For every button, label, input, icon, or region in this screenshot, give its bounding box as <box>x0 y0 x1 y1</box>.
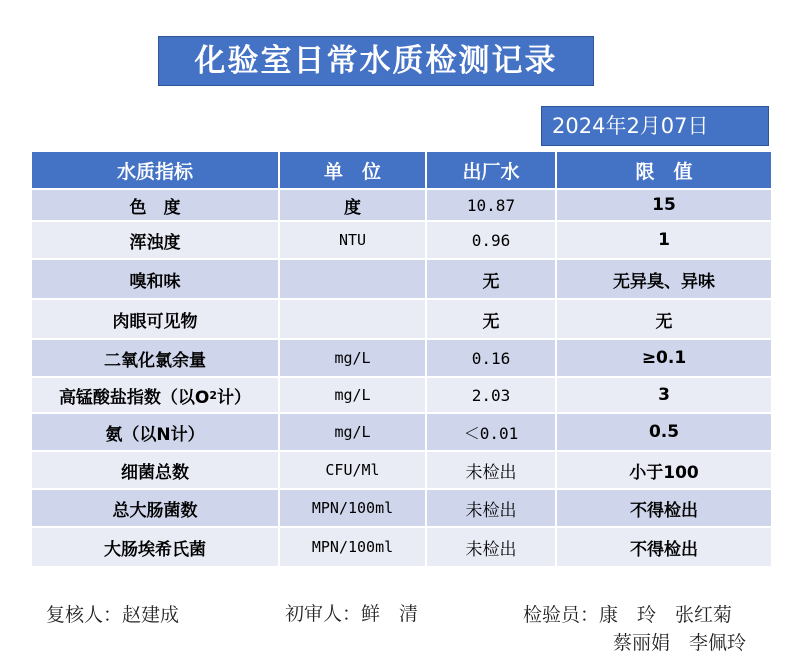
unit-cell: CFU/Ml <box>280 452 427 490</box>
value-cell: 0.96 <box>427 222 557 260</box>
limit-cell: 15 <box>557 190 771 222</box>
indicator-cell: 大肠埃希氏菌 <box>32 528 280 568</box>
value-cell: 0.16 <box>427 340 557 378</box>
limit-cell: ≥0.1 <box>557 340 771 378</box>
header-outlet-water: 出厂水 <box>427 152 557 190</box>
value-cell: 未检出 <box>427 452 557 490</box>
table-row <box>32 260 771 300</box>
page-title: 化验室日常水质检测记录 <box>158 36 594 86</box>
water-quality-table <box>32 152 771 568</box>
header-unit: 单 位 <box>280 152 427 190</box>
indicator-cell: 细菌总数 <box>32 452 280 490</box>
limit-cell: 不得检出 <box>557 490 771 528</box>
indicator-cell: 二氧化氯余量 <box>32 340 280 378</box>
value-cell: 无 <box>427 260 557 300</box>
limit-cell: 无异臭、异味 <box>557 260 771 300</box>
indicator-cell: 嗅和味 <box>32 260 280 300</box>
value-cell: 2.03 <box>427 378 557 414</box>
first-reviewer-signature: 初审人：鲜 清 <box>285 603 419 625</box>
unit-cell: mg/L <box>280 414 427 452</box>
unit-cell: NTU <box>280 222 427 260</box>
value-cell: 未检出 <box>427 528 557 568</box>
table-row <box>32 190 771 222</box>
unit-cell <box>280 300 427 340</box>
indicator-subscript: 2 <box>209 388 218 402</box>
table-row <box>32 414 771 452</box>
limit-cell: 0.5 <box>557 414 771 452</box>
indicator-cell: 浑浊度 <box>32 222 280 260</box>
indicator-cell <box>32 378 280 414</box>
limit-cell: 不得检出 <box>557 528 771 568</box>
indicator-text: 高锰酸盐指数（以O <box>58 387 210 408</box>
indicator-cell: 色 度 <box>32 190 280 222</box>
table-row <box>32 452 771 490</box>
record-date: 2024年2月07日 <box>541 106 769 146</box>
unit-cell: mg/L <box>280 378 427 414</box>
reviewer-signature: 复核人：赵建成 <box>46 604 180 626</box>
unit-cell: MPN/100ml <box>280 528 427 568</box>
table-row <box>32 528 771 568</box>
limit-cell: 3 <box>557 378 771 414</box>
value-cell: 未检出 <box>427 490 557 528</box>
limit-cell: 小于100 <box>557 452 771 490</box>
value-cell: 无 <box>427 300 557 340</box>
limit-cell: 1 <box>557 222 771 260</box>
unit-cell: 度 <box>280 190 427 222</box>
indicator-cell: 总大肠菌数 <box>32 490 280 528</box>
unit-cell <box>280 260 427 300</box>
limit-cell: 无 <box>557 300 771 340</box>
unit-cell: MPN/100ml <box>280 490 427 528</box>
indicator-cell: 肉眼可见物 <box>32 300 280 340</box>
table-row <box>32 300 771 340</box>
table-row <box>32 222 771 260</box>
indicator-cell: 氨（以N计） <box>32 414 280 452</box>
value-cell: ＜0.01 <box>427 414 557 452</box>
table-row <box>32 340 771 378</box>
unit-cell: mg/L <box>280 340 427 378</box>
inspectors-line-1: 检验员：康 玲 张红菊 <box>523 604 733 626</box>
table-header-row <box>32 152 771 190</box>
inspectors-line-2: 蔡丽娟 李佩玲 <box>613 632 747 654</box>
header-limit: 限 值 <box>557 152 771 190</box>
value-cell: 10.87 <box>427 190 557 222</box>
indicator-text-end: 计） <box>217 387 252 408</box>
header-indicator: 水质指标 <box>32 152 280 190</box>
table-row <box>32 490 771 528</box>
table-row <box>32 378 771 414</box>
